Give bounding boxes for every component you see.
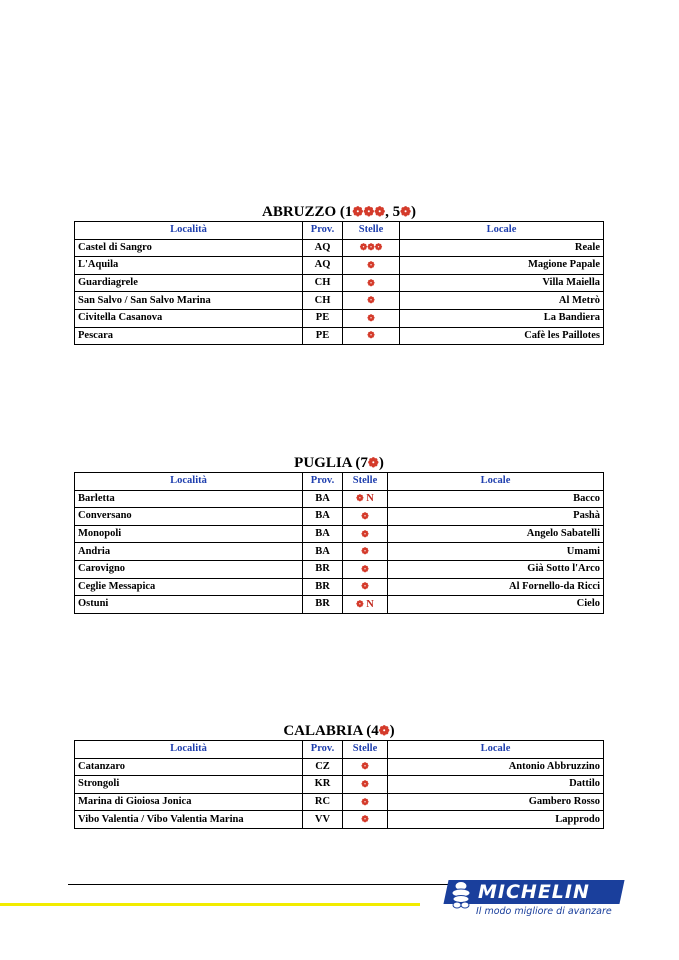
cell-locale: Dattilo: [388, 776, 604, 794]
header-localita: Località: [75, 222, 303, 240]
michelin-star-icon: ❁: [356, 598, 364, 609]
cell-stelle: [343, 811, 388, 829]
cell-prov: AQ: [303, 257, 343, 275]
michelin-star-icon: ❁: [367, 312, 375, 323]
michelin-star-icon: ❁: [356, 493, 364, 504]
cell-locale: Villa Maiella: [400, 274, 604, 292]
michelin-star-icon: ❁: [367, 330, 375, 341]
cell-prov: BA: [303, 543, 343, 561]
table-row: [75, 596, 604, 614]
cell-localita: San Salvo / San Salvo Marina: [75, 292, 303, 310]
cell-locale: Gambero Rosso: [388, 793, 604, 811]
title-open: (: [351, 455, 361, 471]
header-stelle: Stelle: [343, 222, 400, 240]
cell-localita: Catanzaro: [75, 758, 303, 776]
cell-locale: Pashà: [388, 508, 604, 526]
michelin-star-icon: ❁: [367, 295, 375, 306]
table-row: [75, 292, 604, 310]
cell-locale: Già Sotto l'Arco: [388, 560, 604, 578]
header-locale: Locale: [400, 222, 604, 240]
cell-locale: Cielo: [388, 596, 604, 614]
star-count: 4: [371, 723, 379, 739]
title-close: ): [389, 723, 395, 739]
cell-locale: Magione Papale: [400, 257, 604, 275]
cell-localita: Conversano: [75, 508, 303, 526]
cell-stelle: [343, 508, 388, 526]
michelin-star-icon: ❁: [361, 778, 369, 789]
region-name: ABRUZZO: [261, 204, 337, 220]
cell-prov: KR: [303, 776, 343, 794]
cell-stelle: [343, 525, 388, 543]
header-locale: Locale: [388, 741, 604, 759]
cell-locale: Bacco: [388, 490, 604, 508]
cell-stelle: [343, 274, 400, 292]
table-row: [75, 508, 604, 526]
cell-localita: Monopoli: [75, 525, 303, 543]
michelin-star-icon: ❁: [361, 528, 369, 539]
cell-locale: La Bandiera: [400, 309, 604, 327]
cell-prov: RC: [303, 793, 343, 811]
cell-stelle: [343, 793, 388, 811]
cell-localita: L'Aquila: [75, 257, 303, 275]
cell-localita: Ostuni: [75, 596, 303, 614]
bibendum-icon: [448, 880, 474, 912]
star-icon: ❁: [367, 455, 379, 470]
michelin-logo: [446, 880, 622, 916]
cell-locale: Antonio Abbruzzino: [388, 758, 604, 776]
cell-prov: BR: [303, 596, 343, 614]
michelin-star-icon: ❁: [361, 814, 369, 825]
title-close: ): [411, 204, 417, 220]
section-abruzzo: [74, 203, 604, 345]
cell-stelle: [343, 578, 388, 596]
cell-stelle: [343, 239, 400, 257]
cell-localita: Civitella Casanova: [75, 309, 303, 327]
header-stelle: Stelle: [343, 741, 388, 759]
header-prov: Prov.: [303, 741, 343, 759]
cell-stelle: [343, 292, 400, 310]
table-row: [75, 578, 604, 596]
cell-prov: VV: [303, 811, 343, 829]
star-count: 1: [344, 204, 353, 220]
header-locale: Locale: [388, 473, 604, 491]
michelin-star-icon: ❁: [361, 796, 369, 807]
star-icon: ❁❁❁: [352, 204, 386, 219]
table-row: [75, 793, 604, 811]
cell-stelle: [343, 596, 388, 614]
cell-prov: PE: [303, 309, 343, 327]
section-title: [74, 203, 604, 221]
region-name: CALABRIA: [283, 723, 363, 739]
header-prov: Prov.: [303, 222, 343, 240]
michelin-star-icon: ❁: [361, 761, 369, 772]
table-row: [75, 560, 604, 578]
header-localita: Località: [75, 741, 303, 759]
star-icon: ❁: [400, 204, 412, 219]
footer-divider: [68, 884, 488, 885]
title-open: (: [362, 723, 372, 739]
michelin-star-icon: ❁: [361, 563, 369, 574]
table-row: [75, 274, 604, 292]
cell-stelle: [343, 490, 388, 508]
cell-localita: Marina di Gioiosa Jonica: [75, 793, 303, 811]
michelin-star-icon: ❁: [361, 581, 369, 592]
cell-locale: Angelo Sabatelli: [388, 525, 604, 543]
section-puglia: [74, 454, 604, 614]
star-count: 7: [360, 455, 368, 471]
new-badge: N: [366, 493, 374, 505]
table-row: [75, 543, 604, 561]
cell-prov: BR: [303, 578, 343, 596]
michelin-star-icon: ❁❁❁: [359, 242, 383, 253]
table-row: [75, 776, 604, 794]
cell-stelle: [343, 543, 388, 561]
cell-localita: Guardiagrele: [75, 274, 303, 292]
restaurant-table: [74, 221, 604, 345]
cell-prov: CH: [303, 274, 343, 292]
region-name: PUGLIA: [294, 455, 352, 471]
cell-localita: Strongoli: [75, 776, 303, 794]
table-row: [75, 811, 604, 829]
header-stelle: Stelle: [343, 473, 388, 491]
michelin-star-icon: ❁: [361, 546, 369, 557]
new-badge: N: [366, 598, 374, 610]
table-row: [75, 327, 604, 345]
table-row: [75, 758, 604, 776]
section-title: [74, 722, 604, 740]
michelin-star-icon: ❁: [367, 277, 375, 288]
section-calabria: [74, 722, 604, 829]
cell-localita: Carovigno: [75, 560, 303, 578]
cell-localita: Castel di Sangro: [75, 239, 303, 257]
cell-locale: Al Metrò: [400, 292, 604, 310]
cell-stelle: [343, 560, 388, 578]
cell-locale: Umami: [388, 543, 604, 561]
table-row: [75, 490, 604, 508]
cell-localita: Vibo Valentia / Vibo Valentia Marina: [75, 811, 303, 829]
star-icon: ❁: [378, 723, 390, 738]
table-row: [75, 309, 604, 327]
title-close: ): [378, 455, 384, 471]
title-sep: ,: [385, 204, 393, 220]
cell-locale: Al Fornello-da Ricci: [388, 578, 604, 596]
cell-locale: Lapprodo: [388, 811, 604, 829]
michelin-star-icon: ❁: [367, 259, 375, 270]
table-row: [75, 525, 604, 543]
cell-localita: Barletta: [75, 490, 303, 508]
cell-locale: Reale: [400, 239, 604, 257]
cell-stelle: [343, 776, 388, 794]
cell-localita: Andria: [75, 543, 303, 561]
cell-locale: Cafè les Paillotes: [400, 327, 604, 345]
cell-prov: CH: [303, 292, 343, 310]
table-row: [75, 239, 604, 257]
cell-prov: BA: [303, 490, 343, 508]
cell-stelle: [343, 327, 400, 345]
star-count: 5: [392, 204, 401, 220]
cell-prov: AQ: [303, 239, 343, 257]
title-open: (: [336, 204, 345, 220]
cell-stelle: [343, 758, 388, 776]
cell-localita: Ceglie Messapica: [75, 578, 303, 596]
section-title: [74, 454, 604, 472]
cell-prov: BA: [303, 508, 343, 526]
cell-localita: Pescara: [75, 327, 303, 345]
cell-prov: BA: [303, 525, 343, 543]
brand-tagline: Il modo migliore di avanzare: [476, 906, 612, 917]
table-row: [75, 257, 604, 275]
cell-prov: BR: [303, 560, 343, 578]
michelin-star-icon: ❁: [361, 510, 369, 521]
restaurant-table: [74, 472, 604, 614]
footer-yellow-stripe: [0, 903, 420, 906]
cell-prov: PE: [303, 327, 343, 345]
restaurant-table: [74, 740, 604, 829]
header-localita: Località: [75, 473, 303, 491]
cell-stelle: [343, 257, 400, 275]
cell-prov: CZ: [303, 758, 343, 776]
cell-stelle: [343, 309, 400, 327]
brand-name: MICHELIN: [478, 881, 590, 903]
header-prov: Prov.: [303, 473, 343, 491]
